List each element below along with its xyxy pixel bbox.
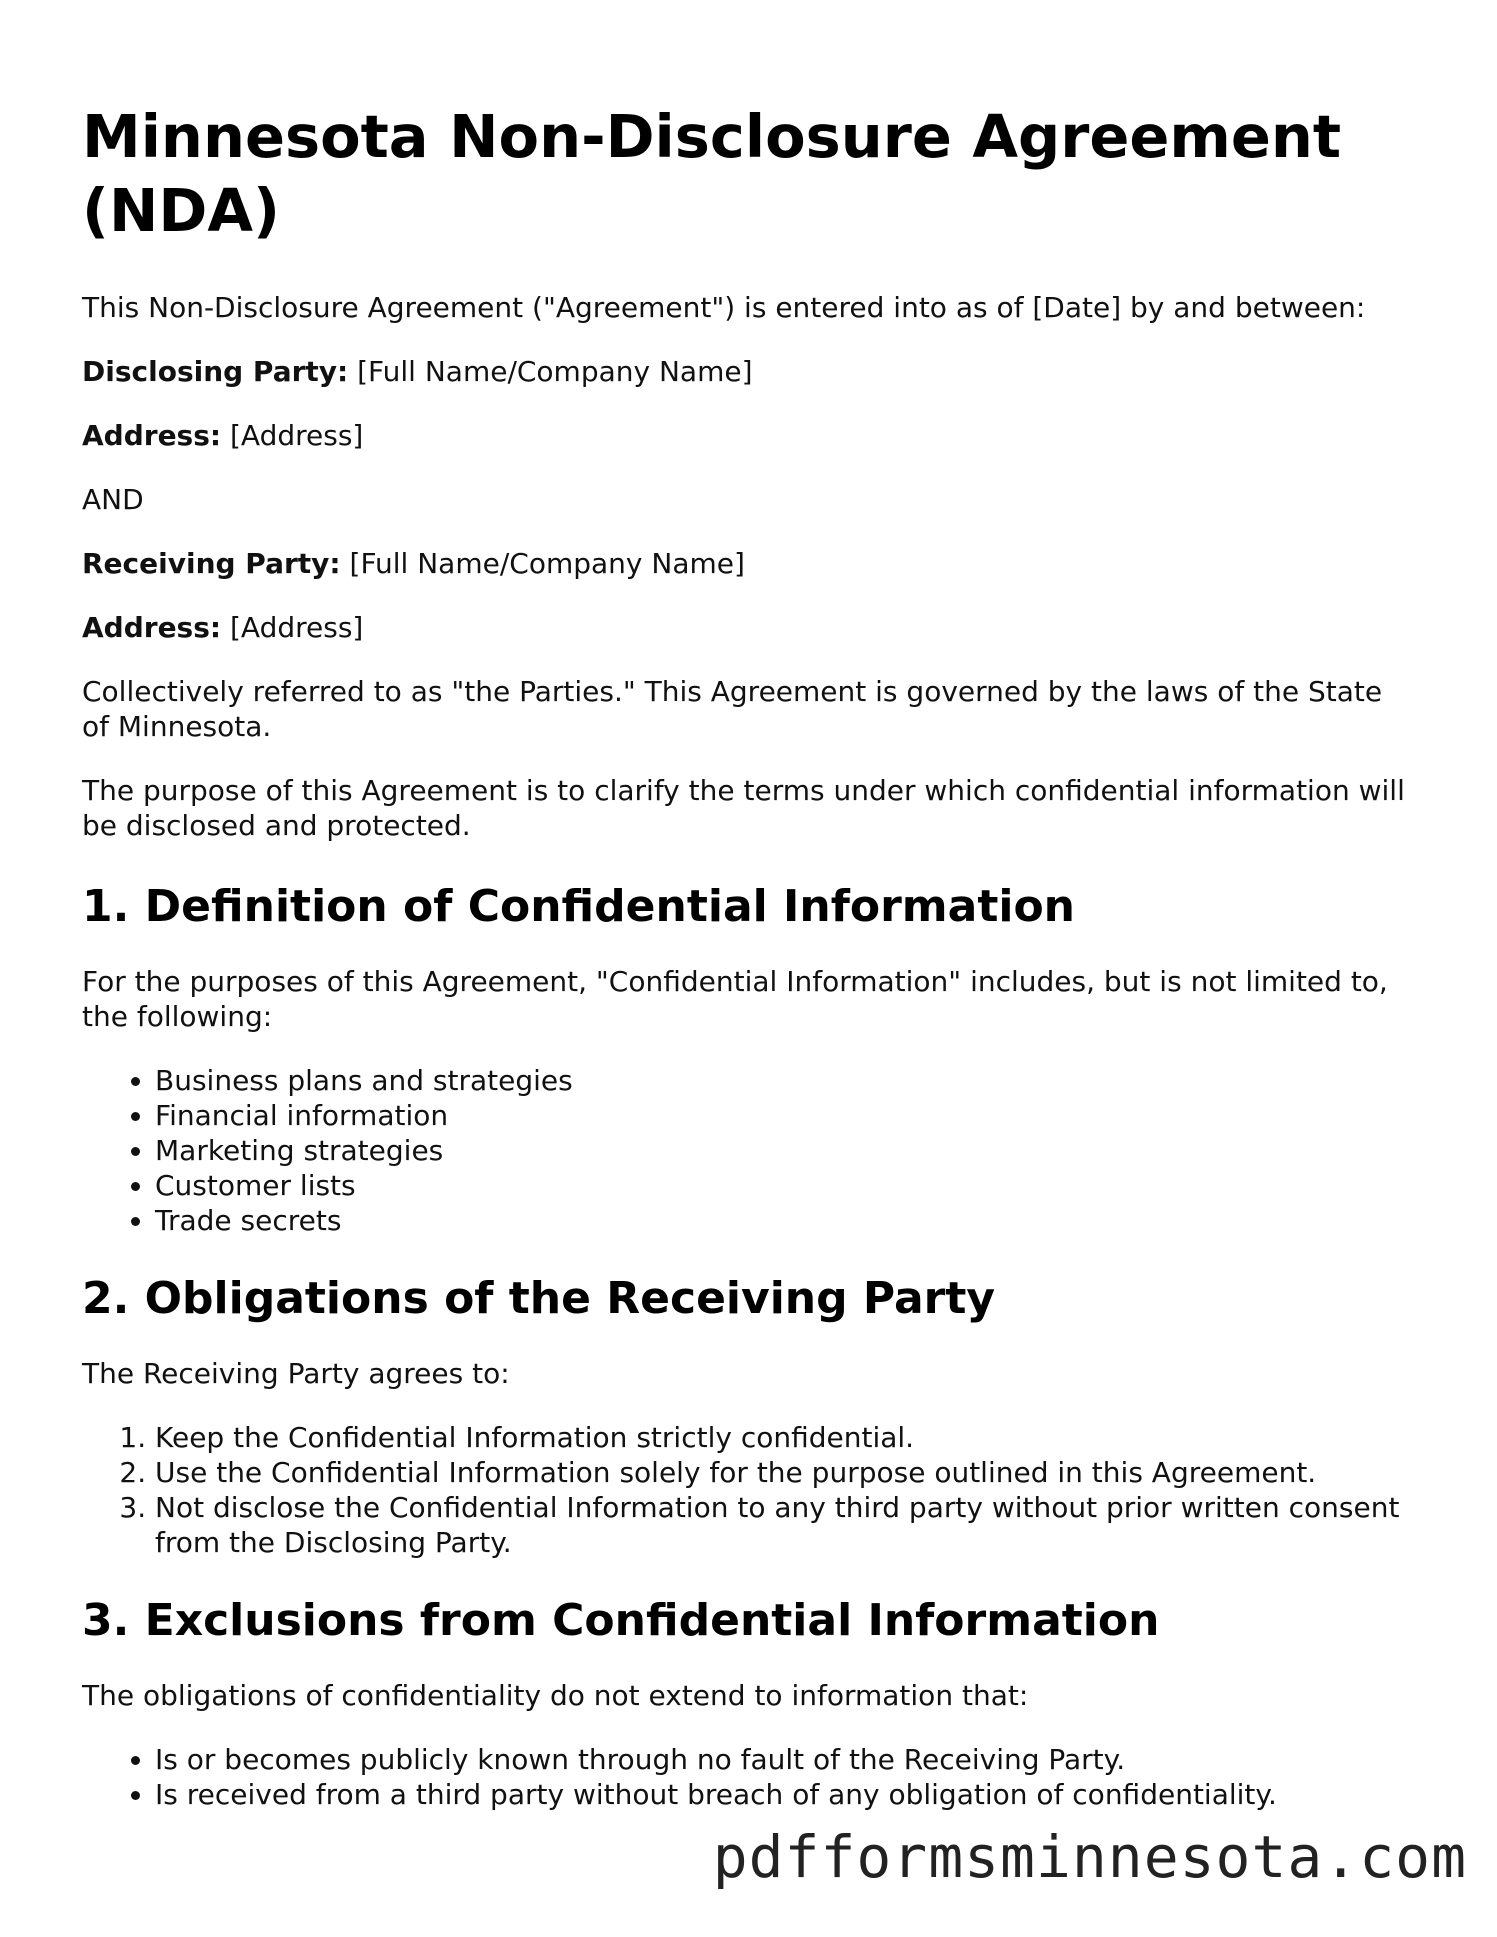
section-2-text: The Receiving Party agrees to: <box>82 1357 510 1390</box>
section-1-text: For the purposes of this Agreement, "Confidential Information" includes, but is not limited to, the following: <box>82 965 1388 1033</box>
list-item: • Customer lists <box>155 1168 1412 1203</box>
site-watermark: pdfformsminnesota.com <box>712 1823 1467 1891</box>
purpose-paragraph: The purpose of this Agreement is to clarify the terms under which confidential information will be disclosed and protected. <box>82 774 1405 842</box>
list-item: • Is received from a third party without breach of any obligation of confidentiality. <box>155 1777 1412 1812</box>
disclosing-address-value: [Address] <box>221 419 364 452</box>
document-page <box>82 100 1412 1846</box>
receiving-address-line <box>82 610 1412 645</box>
section-2-heading: 2. Obligations of the Receiving Party <box>82 1273 996 1324</box>
disclosing-address-line <box>82 418 1412 453</box>
and-separator: AND <box>82 483 144 516</box>
section-3-list <box>82 1742 1412 1812</box>
disclosing-party-value: [Full Name/Company Name] <box>348 355 753 388</box>
section-1-heading: 1. Definition of Confidential Information <box>82 881 1076 932</box>
disclosing-party-label: Disclosing Party: <box>82 355 349 388</box>
section-2-list <box>82 1420 1412 1560</box>
receiving-party-value: [Full Name/Company Name] <box>340 547 745 580</box>
receiving-address-value: [Address] <box>221 611 364 644</box>
receiving-party-line <box>82 546 1412 581</box>
collective-paragraph: Collectively referred to as "the Parties." This Agreement is governed by the laws of the State of Minnesota. <box>82 675 1383 743</box>
list-item: • Financial information <box>155 1098 1412 1133</box>
list-item: 2. Use the Confidential Information solely for the purpose outlined in this Agreement. <box>155 1455 1412 1490</box>
list-item: • Marketing strategies <box>155 1133 1412 1168</box>
list-item: • Is or becomes publicly known through no fault of the Receiving Party. <box>155 1742 1412 1777</box>
section-3-heading: 3. Exclusions from Confidential Information <box>82 1595 1160 1646</box>
list-item: • Trade secrets <box>155 1203 1412 1238</box>
disclosing-address-label: Address: <box>82 419 222 452</box>
list-item: • Business plans and strategies <box>155 1063 1412 1098</box>
section-1-list <box>82 1063 1412 1238</box>
list-item: 1. Keep the Confidential Information strictly confidential. <box>155 1420 1412 1455</box>
list-item: 3. Not disclose the Confidential Information to any third party without prior written consent from the Disclosing Party. <box>155 1490 1412 1560</box>
page-title: Minnesota Non-Disclosure Agreement (NDA) <box>82 102 1342 245</box>
receiving-party-label: Receiving Party: <box>82 547 341 580</box>
disclosing-party-line <box>82 354 1412 389</box>
intro-paragraph: This Non-Disclosure Agreement ("Agreement") is entered into as of [Date] by and between: <box>82 291 1366 324</box>
section-3-text: The obligations of confidentiality do not extend to information that: <box>82 1679 1029 1712</box>
receiving-address-label: Address: <box>82 611 222 644</box>
